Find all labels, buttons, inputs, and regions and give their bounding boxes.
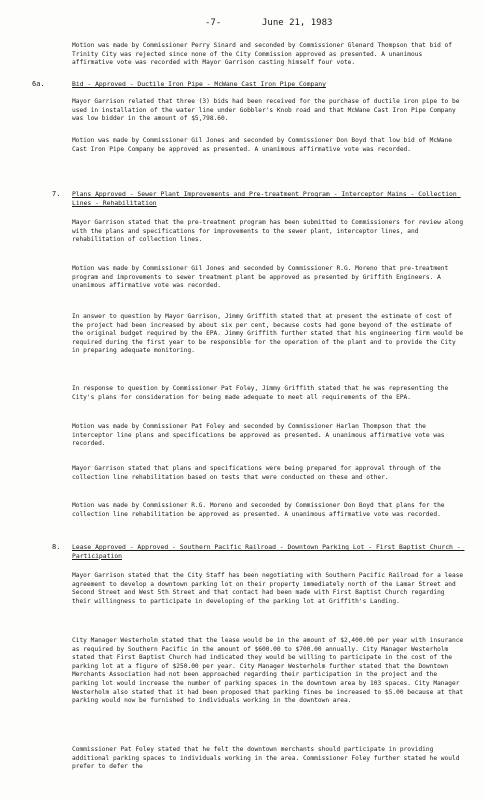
paragraph: Commissioner Pat Foley stated that he felt the downtown merchants should participate in providing additional parking spaces to individuals working in the area. Commissioner Foley further stated he would prefer to defer the: [72, 746, 464, 771]
item-number: 6a.: [32, 80, 45, 88]
page-date: June 21, 1983: [262, 18, 333, 28]
paragraph: In answer to question by Mayor Garrison, Jimmy Griffith stated that at present the estimate of cost of the project had been increased by about six per cent, because costs had gone beyond of the estimate of the original budget required by the EPA. Jimmy Griffith further stated that his engineering firm would be required during the first year to be responsible for the operation of the plant and to provide the City in preparing adequate monitoring.: [72, 313, 467, 355]
item-number: 8.: [52, 543, 61, 551]
item-title: Lease Approved - Approved - Southern Pacific Railroad - Downtown Parking Lot - First Baptist Church - Participation: [72, 543, 465, 560]
paragraph: Motion was made by Commissioner R.G. Moreno and seconded by Commissioner Don Boyd that plans for the collection line rehabilitation be approved as presented. A unanimous affirmative vote was recorded.: [72, 502, 449, 518]
paragraph: Mayor Garrison stated that plans and specifications were being prepared for approval through of the collection line rehabilitation based on tests that were conducted on these and other.: [72, 465, 445, 481]
paragraph: In response to question by Commissioner Pat Foley, Jimmy Griffith stated that he was representing the City's plans for consideration for being made adequate to meet all requirements of the EPA.: [72, 385, 452, 401]
paragraph: Motion was made by Commissioner Pat Foley and seconded by Commissioner Harlan Thompson that the interceptor line plans and specifications be approved as presented. A unanimous affirmative vote was recorded.: [72, 423, 449, 448]
paragraph: Motion was made by Commissioner Gil Jones and seconded by Commissioner R.G. Moreno that pre-treatment program and improvements to sewer treatment plant be approved as presented by Griffith Engineers. A unanimous affirmative vote was recorded.: [72, 265, 452, 290]
item-number: 7.: [52, 190, 61, 198]
item-title: Bid - Approved - Ductile Iron Pipe - McWane Cast Iron Pipe Company: [72, 80, 326, 88]
item-title: Plans Approved - Sewer Plant Improvements and Pre-treatment Program - Interceptor Mains - Collection Lines - Rehabilitation: [72, 190, 461, 207]
page-number: -7-: [205, 18, 222, 28]
paragraph: Motion was made by Commissioner Gil Jones and seconded by Commissioner Don Boyd that low bid of McWane Cast Iron Pipe Company be approved as presented. A unanimous affirmative vote was recorded.: [72, 137, 456, 153]
paragraph: Mayor Garrison related that three (3) bids had been received for the purchase of ductile iron pipe to be used in installation of the water line under Gobbler's Knob road and that McWane Cast Iron Pipe Company was low bidder in the amount of $5,798.60.: [72, 98, 464, 123]
paragraph: Mayor Garrison stated that the City Staff has been negotiating with Southern Pacific Railroad for a lease agreement to develop a downtown parking lot on their property immediately north of the Lamar Street and Second Street and West 5th Street and that contact had been made with First Baptist Church regarding their willingness to participate in developing of the parking lot at Griffith's Landing.: [72, 572, 467, 605]
paragraph: Mayor Garrison stated that the pre-treatment program has been submitted to Commissioners for review along with the plans and specifications for improvements to the sewer plant, interceptor lines, and rehabilitation of collection lines.: [72, 219, 467, 244]
paragraph: Motion was made by Commissioner Perry Sinard and seconded by Commissioner Glenard Thompson that bid of Trinity City was rejected since none of the City Commission approved as presented. A unanimous affirmative vote was recorded with Mayor Garrison casting himself four vote.: [72, 42, 456, 67]
paragraph: City Manager Westerholm stated that the lease would be in the amount of $2,400.00 per year with insurance as required by Southern Pacific in the amount of $600.00 to $700.00 annually. City Manager Westerholm stated that First Baptist Church had indicated they would be willing to participate in the cost of the parking lot at a figure of $250.00 per year. City Manager Westerholm further stated that the Downtown Merchants Association had not been approached regarding their participation in the project and the parking lot would increase the number of parking spaces in the downtown area by 103 spaces. City Manager Westerholm also stated that it had been proposed that parking fines be increased to $5.00 because at that parking would now be furnished to individuals working in the downtown area.: [72, 637, 467, 705]
